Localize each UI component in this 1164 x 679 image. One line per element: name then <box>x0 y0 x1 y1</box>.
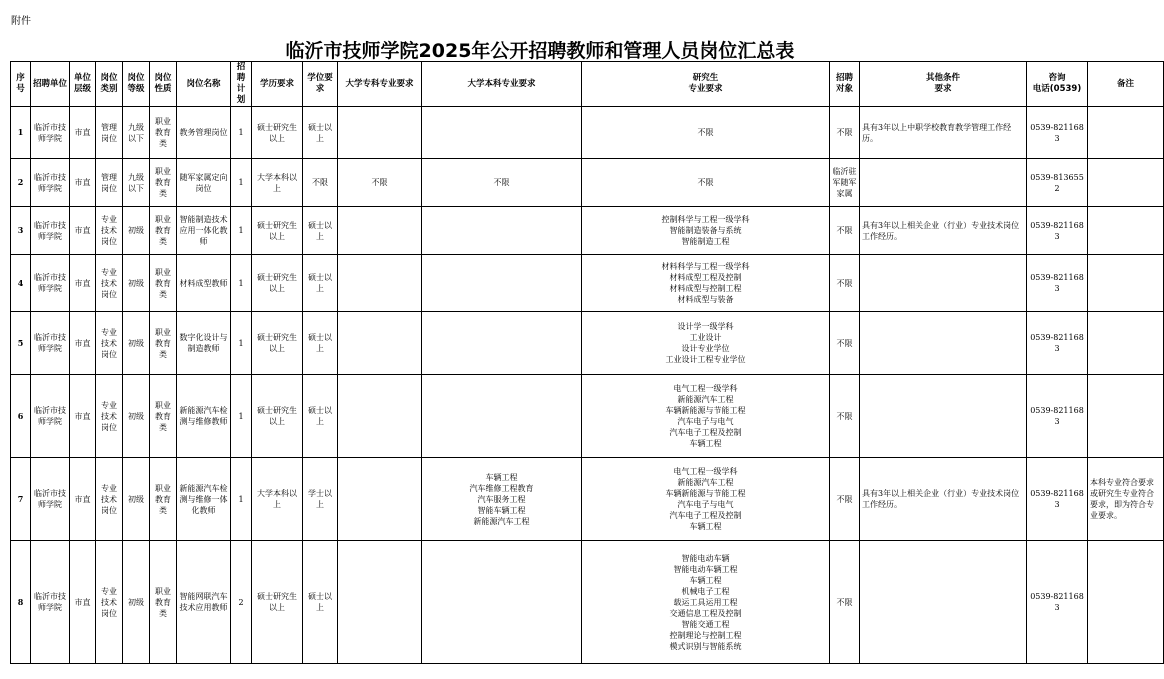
degree-cell: 学士以上 <box>303 458 338 541</box>
graduate-major-cell: 控制科学与工程一级学科 智能制造装备与系统 智能制造工程 <box>582 207 830 255</box>
post-grade-cell: 初级 <box>123 312 150 375</box>
college-major-cell <box>338 541 422 664</box>
degree-cell: 硕士以上 <box>303 207 338 255</box>
header-cell: 单位层级 <box>70 62 96 107</box>
post-grade-cell: 初级 <box>123 541 150 664</box>
remark-cell: 本科专业符合要求或研究生专业符合要求，即为符合专业要求。 <box>1088 458 1164 541</box>
post-category-cell: 管理岗位 <box>96 107 123 159</box>
recruit-plan-cell: 1 <box>231 207 252 255</box>
college-major-cell <box>338 375 422 458</box>
header-cell: 岗位名称 <box>177 62 231 107</box>
post-grade-cell: 初级 <box>123 255 150 312</box>
post-nature-cell: 职业教育类 <box>150 541 177 664</box>
education-cell: 大学本科以上 <box>252 458 303 541</box>
post-category-cell: 专业技术岗位 <box>96 375 123 458</box>
remark-cell <box>1088 541 1164 664</box>
table-row <box>11 312 1164 375</box>
post-category-cell: 专业技术岗位 <box>96 207 123 255</box>
table-row <box>11 107 1164 159</box>
graduate-major-cell: 智能电动车辆 智能电动车辆工程 车辆工程 机械电子工程 载运工具运用工程 交通信息工程及控制 智能交通工程 控制理论与控制工程 模式识别与智能系统 <box>582 541 830 664</box>
table-row <box>11 541 1164 664</box>
phone-cell: 0539-8211683 <box>1027 458 1088 541</box>
recruiting-unit-cell: 临沂市技师学院 <box>31 159 70 207</box>
recruit-target-cell: 临沂驻军随军家属 <box>830 159 860 207</box>
education-cell: 硕士研究生以上 <box>252 375 303 458</box>
post-name-cell: 新能源汽车检测与维修教师 <box>177 375 231 458</box>
bachelor-major-cell <box>422 255 582 312</box>
degree-cell: 硕士以上 <box>303 375 338 458</box>
degree-cell: 不限 <box>303 159 338 207</box>
post-category-cell: 专业技术岗位 <box>96 255 123 312</box>
bachelor-major-cell <box>422 207 582 255</box>
post-category-cell: 专业技术岗位 <box>96 458 123 541</box>
graduate-major-cell: 不限 <box>582 107 830 159</box>
header-cell: 岗位类别 <box>96 62 123 107</box>
row-number-cell: 2 <box>11 159 31 207</box>
unit-level-cell: 市直 <box>70 375 96 458</box>
college-major-cell <box>338 107 422 159</box>
recruit-plan-cell: 1 <box>231 159 252 207</box>
table-row <box>11 207 1164 255</box>
unit-level-cell: 市直 <box>70 541 96 664</box>
header-cell: 岗位性质 <box>150 62 177 107</box>
header-cell: 招聘对象 <box>830 62 860 107</box>
degree-cell: 硕士以上 <box>303 541 338 664</box>
recruit-target-cell: 不限 <box>830 458 860 541</box>
header-cell: 招聘计划 <box>231 62 252 107</box>
other-conditions-cell: 具有3年以上相关企业（行业）专业技术岗位工作经历。 <box>860 207 1027 255</box>
education-cell: 大学本科以上 <box>252 159 303 207</box>
recruit-plan-cell: 1 <box>231 458 252 541</box>
other-conditions-cell <box>860 375 1027 458</box>
graduate-major-cell: 材料科学与工程一级学科 材料成型工程及控制 材料成型与控制工程 材料成型与装备 <box>582 255 830 312</box>
post-grade-cell: 九级以下 <box>123 159 150 207</box>
attachment-label: 附件 <box>11 16 31 27</box>
recruiting-unit-cell: 临沂市技师学院 <box>31 107 70 159</box>
remark-cell <box>1088 107 1164 159</box>
post-category-cell: 专业技术岗位 <box>96 312 123 375</box>
graduate-major-cell: 电气工程一级学科 新能源汽车工程 车辆新能源与节能工程 汽车电子与电气 汽车电子工程及控制 车辆工程 <box>582 458 830 541</box>
page-title: 临沂市技师学院2025年公开招聘教师和管理人员岗位汇总表 <box>285 40 795 62</box>
post-name-cell: 教务管理岗位 <box>177 107 231 159</box>
post-category-cell: 管理岗位 <box>96 159 123 207</box>
remark-cell <box>1088 375 1164 458</box>
recruit-target-cell: 不限 <box>830 207 860 255</box>
phone-cell: 0539-8211683 <box>1027 107 1088 159</box>
other-conditions-cell <box>860 541 1027 664</box>
header-cell: 学位要求 <box>303 62 338 107</box>
post-category-cell: 专业技术岗位 <box>96 541 123 664</box>
post-name-cell: 智能制造技术应用一体化教师 <box>177 207 231 255</box>
unit-level-cell: 市直 <box>70 207 96 255</box>
recruiting-unit-cell: 临沂市技师学院 <box>31 312 70 375</box>
header-cell: 其他条件 要求 <box>860 62 1027 107</box>
college-major-cell: 不限 <box>338 159 422 207</box>
recruit-plan-cell: 1 <box>231 107 252 159</box>
recruiting-unit-cell: 临沂市技师学院 <box>31 541 70 664</box>
other-conditions-cell <box>860 159 1027 207</box>
post-grade-cell: 初级 <box>123 375 150 458</box>
recruiting-unit-cell: 临沂市技师学院 <box>31 255 70 312</box>
header-cell: 咨询 电话(0539) <box>1027 62 1088 107</box>
table-row <box>11 375 1164 458</box>
recruit-target-cell: 不限 <box>830 375 860 458</box>
other-conditions-cell: 具有3年以上中职学校教育教学管理工作经历。 <box>860 107 1027 159</box>
education-cell: 硕士研究生以上 <box>252 207 303 255</box>
row-number-cell: 4 <box>11 255 31 312</box>
bachelor-major-cell <box>422 107 582 159</box>
row-number-cell: 5 <box>11 312 31 375</box>
table-row <box>11 255 1164 312</box>
bachelor-major-cell: 车辆工程 汽车维修工程教育 汽车服务工程 智能车辆工程 新能源汽车工程 <box>422 458 582 541</box>
recruit-plan-cell: 2 <box>231 541 252 664</box>
header-cell: 招聘单位 <box>31 62 70 107</box>
header-cell: 学历要求 <box>252 62 303 107</box>
post-name-cell: 智能网联汽车技术应用教师 <box>177 541 231 664</box>
phone-cell: 0539-8211683 <box>1027 255 1088 312</box>
table-row <box>11 458 1164 541</box>
row-number-cell: 8 <box>11 541 31 664</box>
education-cell: 硕士研究生以上 <box>252 107 303 159</box>
recruit-plan-cell: 1 <box>231 255 252 312</box>
header-cell: 备注 <box>1088 62 1164 107</box>
recruit-plan-cell: 1 <box>231 312 252 375</box>
row-number-cell: 6 <box>11 375 31 458</box>
post-nature-cell: 职业教育类 <box>150 159 177 207</box>
header-row <box>11 62 1164 107</box>
graduate-major-cell: 设计学一级学科 工业设计 设计专业学位 工业设计工程专业学位 <box>582 312 830 375</box>
phone-cell: 0539-8211683 <box>1027 312 1088 375</box>
college-major-cell <box>338 207 422 255</box>
row-number-cell: 7 <box>11 458 31 541</box>
post-nature-cell: 职业教育类 <box>150 255 177 312</box>
recruit-target-cell: 不限 <box>830 541 860 664</box>
education-cell: 硕士研究生以上 <box>252 312 303 375</box>
recruiting-unit-cell: 临沂市技师学院 <box>31 458 70 541</box>
header-cell: 岗位等级 <box>123 62 150 107</box>
post-grade-cell: 九级以下 <box>123 107 150 159</box>
unit-level-cell: 市直 <box>70 159 96 207</box>
recruiting-unit-cell: 临沂市技师学院 <box>31 207 70 255</box>
positions-table <box>10 61 1164 664</box>
recruit-target-cell: 不限 <box>830 255 860 312</box>
degree-cell: 硕士以上 <box>303 312 338 375</box>
college-major-cell <box>338 255 422 312</box>
row-number-cell: 1 <box>11 107 31 159</box>
unit-level-cell: 市直 <box>70 312 96 375</box>
post-nature-cell: 职业教育类 <box>150 375 177 458</box>
post-nature-cell: 职业教育类 <box>150 458 177 541</box>
recruit-target-cell: 不限 <box>830 312 860 375</box>
education-cell: 硕士研究生以上 <box>252 541 303 664</box>
recruit-plan-cell: 1 <box>231 375 252 458</box>
phone-cell: 0539-8211683 <box>1027 541 1088 664</box>
other-conditions-cell <box>860 312 1027 375</box>
remark-cell <box>1088 312 1164 375</box>
recruit-target-cell: 不限 <box>830 107 860 159</box>
unit-level-cell: 市直 <box>70 255 96 312</box>
header-cell: 序号 <box>11 62 31 107</box>
post-name-cell: 新能源汽车检测与维修一体化教师 <box>177 458 231 541</box>
post-name-cell: 数字化设计与制造教师 <box>177 312 231 375</box>
bachelor-major-cell: 不限 <box>422 159 582 207</box>
degree-cell: 硕士以上 <box>303 107 338 159</box>
phone-cell: 0539-8211683 <box>1027 207 1088 255</box>
education-cell: 硕士研究生以上 <box>252 255 303 312</box>
post-nature-cell: 职业教育类 <box>150 207 177 255</box>
unit-level-cell: 市直 <box>70 107 96 159</box>
bachelor-major-cell <box>422 375 582 458</box>
post-name-cell: 随军家属定向岗位 <box>177 159 231 207</box>
row-number-cell: 3 <box>11 207 31 255</box>
post-name-cell: 材料成型教师 <box>177 255 231 312</box>
other-conditions-cell <box>860 255 1027 312</box>
phone-cell: 0539-8211683 <box>1027 375 1088 458</box>
phone-cell: 0539-8136552 <box>1027 159 1088 207</box>
bachelor-major-cell <box>422 312 582 375</box>
post-grade-cell: 初级 <box>123 458 150 541</box>
remark-cell <box>1088 207 1164 255</box>
header-cell: 大学专科专业要求 <box>338 62 422 107</box>
graduate-major-cell: 电气工程一级学科 新能源汽车工程 车辆新能源与节能工程 汽车电子与电气 汽车电子工程及控制 车辆工程 <box>582 375 830 458</box>
college-major-cell <box>338 458 422 541</box>
header-cell: 大学本科专业要求 <box>422 62 582 107</box>
post-grade-cell: 初级 <box>123 207 150 255</box>
post-nature-cell: 职业教育类 <box>150 107 177 159</box>
post-nature-cell: 职业教育类 <box>150 312 177 375</box>
other-conditions-cell: 具有3年以上相关企业（行业）专业技术岗位工作经历。 <box>860 458 1027 541</box>
degree-cell: 硕士以上 <box>303 255 338 312</box>
college-major-cell <box>338 312 422 375</box>
table-row <box>11 159 1164 207</box>
unit-level-cell: 市直 <box>70 458 96 541</box>
remark-cell <box>1088 159 1164 207</box>
bachelor-major-cell <box>422 541 582 664</box>
remark-cell <box>1088 255 1164 312</box>
recruiting-unit-cell: 临沂市技师学院 <box>31 375 70 458</box>
graduate-major-cell: 不限 <box>582 159 830 207</box>
header-cell: 研究生 专业要求 <box>582 62 830 107</box>
